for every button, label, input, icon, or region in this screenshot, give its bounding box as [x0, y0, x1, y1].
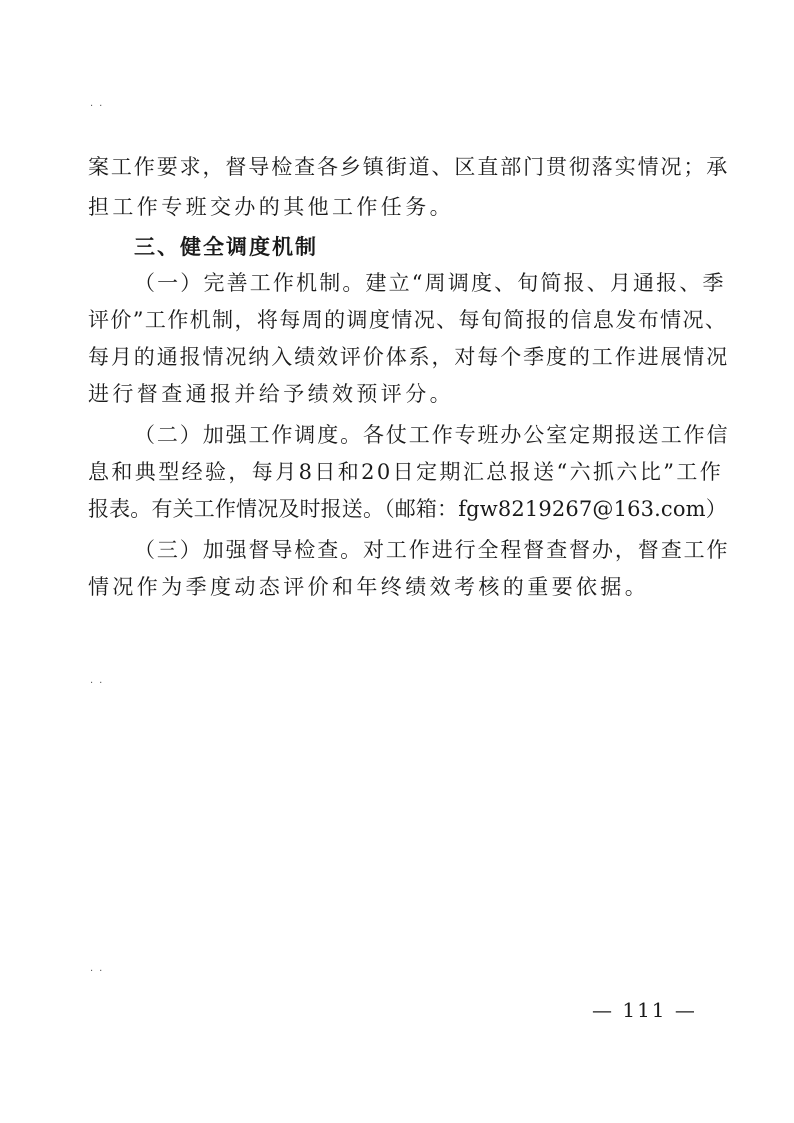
body-text-line: 报表。有关工作情况及时报送。（邮箱：fgw8219267@163.com） — [88, 497, 727, 521]
paragraph-first-line: （二）加强工作调度。各仗工作专班办公室定期报送工作信 — [134, 423, 730, 447]
body-text-line: 案工作要求，督导检查各乡镇街道、区直部门贯彻落实情况；承 — [88, 155, 730, 179]
body-text-line: 息和典型经验，每月8日和20日定期汇总报送“六抓六比”工作 — [88, 460, 724, 484]
margin-mark: .. — [90, 963, 109, 974]
margin-mark: .. — [90, 675, 109, 686]
body-text-line: 担工作专班交办的其他工作任务。 — [88, 195, 454, 219]
page-number: — 111 — — [592, 998, 697, 1022]
body-text-line: 评价”工作机制，将每周的调度情况、每旬简报的信息发布情况、 — [88, 308, 728, 332]
body-text-line: 每月的通报情况纳入绩效评价体系，对每个季度的工作进展情况 — [88, 345, 730, 369]
body-text-line: 进行督查通报并给予绩效预评分。 — [88, 382, 454, 406]
margin-mark: .. — [90, 98, 109, 109]
paragraph-first-line: （三）加强督导检查。对工作进行全程督查督办，督查工作 — [134, 538, 730, 562]
body-text-line: 情况作为季度动态评价和年终绩效考核的重要依据。 — [88, 575, 650, 599]
paragraph-first-line: （一）完善工作机制。建立“周调度、旬简报、月通报、季 — [134, 271, 726, 295]
section-heading: 三、健全调度机制 — [134, 235, 318, 259]
